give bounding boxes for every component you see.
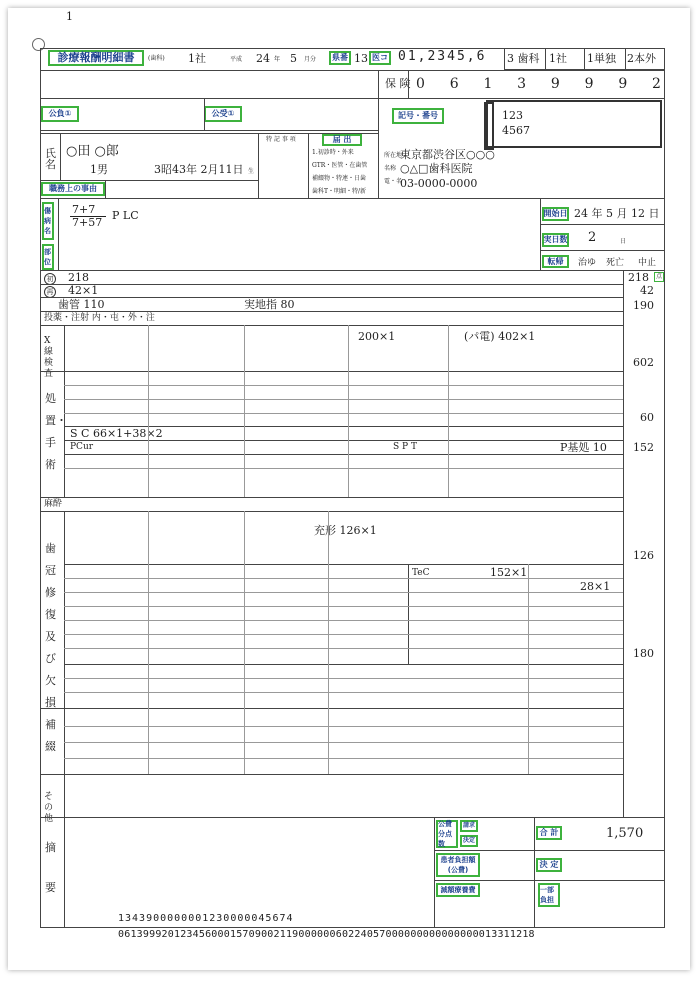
treatment-label: 処置・手術 bbox=[45, 392, 67, 471]
type-cell-1: 3 歯科 bbox=[507, 52, 540, 65]
decision-tag: 決 定 bbox=[536, 858, 562, 872]
duty-reason-tag: 職務上の事由 bbox=[41, 182, 105, 196]
insurer-digit: 1 bbox=[483, 76, 493, 92]
clinic-name-label: 名称 bbox=[384, 165, 397, 172]
decide-small-tag: 決定 bbox=[460, 835, 478, 847]
clinic-legend-4: 歯科T・明細・特/新 bbox=[312, 188, 367, 195]
clinic-location-label: 所在地 bbox=[384, 152, 403, 159]
other-label: その他 bbox=[44, 792, 54, 824]
doc-number: 1 bbox=[66, 10, 73, 23]
points-crown: 126 bbox=[633, 549, 654, 562]
patient-pay-tag: 患者負担額(公費) bbox=[436, 853, 480, 877]
spt-label: S P T bbox=[393, 442, 417, 452]
type-cell-2: 1社 bbox=[549, 52, 567, 65]
medication-row: 投薬・注射 内・屯・外・注 bbox=[44, 313, 155, 323]
tec-label: TeC bbox=[412, 568, 430, 578]
pcur-label: PCur bbox=[70, 442, 94, 452]
month-unit: 月分 bbox=[304, 56, 317, 63]
insurance-label: 保 険 bbox=[385, 77, 411, 90]
tooth-formula-bottom: 7+57 bbox=[72, 216, 103, 229]
patient-sex: 1男 bbox=[90, 163, 108, 176]
outcome-death: 死亡 bbox=[606, 258, 625, 268]
revisit-icon: 再 bbox=[44, 286, 56, 298]
symbol-number-tag: 記号・番号 bbox=[392, 108, 444, 124]
first-visit-icon: 初 bbox=[44, 273, 56, 285]
receipt-form bbox=[8, 8, 690, 970]
kohi-recv1-tag: 公受① bbox=[204, 106, 242, 122]
insurer-digit: 3 bbox=[517, 76, 527, 92]
clinic-location: 東京都渋谷区○○○ bbox=[400, 148, 495, 161]
symbol-value: 123 bbox=[502, 109, 523, 122]
insurer-digit: 6 bbox=[449, 76, 459, 92]
insurer-number bbox=[416, 76, 661, 92]
birth-suffix: 生 bbox=[248, 168, 255, 175]
inst-code: 01,2345,6 bbox=[398, 49, 487, 64]
points-prosthesis: 180 bbox=[633, 647, 654, 660]
points-revisit: 42 bbox=[640, 284, 654, 297]
clinic-name: ○△□歯科医院 bbox=[400, 162, 473, 175]
start-date-tag: 開始日 bbox=[542, 207, 569, 221]
type-cell-4: 2本外 bbox=[627, 52, 656, 65]
patient-birth: 3昭43年 2月11日 bbox=[154, 163, 244, 176]
transfer-tag: 転帰 bbox=[542, 255, 569, 268]
outcome-stop: 中止 bbox=[638, 258, 657, 268]
address-tag: 届 出 bbox=[322, 134, 362, 146]
tooth-formula-top: 7+7 bbox=[72, 203, 96, 216]
points-treatment: 60 bbox=[640, 411, 654, 424]
kohi1-tag: 公負① bbox=[41, 106, 79, 122]
total-tag: 合 計 bbox=[536, 826, 562, 840]
restoration-label: 歯冠修復及び欠損補綴 bbox=[45, 542, 56, 753]
bottom-code-2: 0613999201234560001570900211900000060224057000000000000000013311218 bbox=[118, 929, 535, 940]
partial-pay-tag: 一部負担 bbox=[538, 883, 560, 907]
claim-month: 5 bbox=[290, 52, 297, 65]
unit-point-tag: 点 bbox=[656, 273, 663, 280]
clinic-legend-3: 補綴物・特連・日歯 bbox=[312, 175, 367, 182]
actual-days: 2 bbox=[588, 230, 597, 245]
form-title-sub: (歯科) bbox=[148, 55, 165, 62]
points-guidance: 190 bbox=[633, 299, 654, 312]
clinic-legend-2: GTR・医管・在歯管 bbox=[312, 162, 368, 169]
site-tag: 部位 bbox=[42, 244, 54, 270]
total-points: 1,570 bbox=[606, 826, 644, 841]
inst-tag: 医コ bbox=[369, 51, 391, 65]
practice-guidance: 実地指 80 bbox=[244, 298, 295, 311]
clinic-tel-label: 電・名 bbox=[384, 178, 403, 185]
points-xray: 602 bbox=[633, 356, 654, 369]
first-visit-points: 218 bbox=[68, 271, 89, 284]
remarks-label: 摘要 bbox=[45, 841, 56, 894]
xray-value: 200×1 bbox=[358, 330, 396, 343]
patient-name: ○田 ○郎 bbox=[66, 144, 119, 159]
sc-row: S C 66×1+38×2 bbox=[70, 427, 163, 440]
insurer-count: 1社 bbox=[188, 52, 206, 65]
xray-label: X線検査 bbox=[44, 336, 54, 379]
bottom-code-1: 1343900000001230000045674 bbox=[118, 913, 294, 924]
points-surgery: 152 bbox=[633, 441, 654, 454]
era-label: 平成 bbox=[230, 56, 243, 63]
type-cell-3: 1単独 bbox=[587, 52, 616, 65]
clinic-tel: 03-0000-0000 bbox=[400, 177, 478, 190]
injury-name-tag: 傷病名 bbox=[42, 202, 54, 240]
year-unit: 年 bbox=[274, 56, 281, 63]
name-label: 氏名 bbox=[45, 147, 56, 171]
insurer-digit: 0 bbox=[416, 76, 425, 92]
disease-name: P LC bbox=[112, 209, 139, 222]
kohi-points-tag: 公費分点数 bbox=[436, 820, 458, 848]
filling-value: 充形 126×1 bbox=[314, 524, 377, 537]
days-tag: 実日数 bbox=[542, 233, 569, 247]
xray-extra: (パ電) 402×1 bbox=[464, 330, 536, 343]
request-tag: 請求 bbox=[460, 820, 478, 832]
guidance-points: 歯管 110 bbox=[58, 298, 105, 311]
form-title: 診療報酬明細書 bbox=[48, 50, 144, 66]
crown-value: 28×1 bbox=[580, 580, 611, 593]
insurer-digit: 9 bbox=[550, 76, 560, 92]
claim-year: 24 bbox=[256, 52, 270, 65]
insurer-digit: 2 bbox=[652, 76, 661, 92]
p-basic: P基処 10 bbox=[560, 441, 607, 454]
outcome-cure: 治ゆ bbox=[578, 258, 597, 268]
anesthesia-label: 麻酔 bbox=[44, 499, 63, 509]
clinic-legend-1: 1.初診時・外来 bbox=[312, 149, 354, 156]
special-label: 特 記 事 項 bbox=[266, 136, 296, 143]
tec-value: 152×1 bbox=[490, 566, 528, 579]
pref-number: 13 bbox=[354, 52, 368, 65]
points-first-visit: 218 bbox=[628, 271, 649, 284]
pref-tag: 県番 bbox=[329, 51, 351, 65]
insurer-digit: 9 bbox=[618, 76, 628, 92]
number-value: 4567 bbox=[502, 124, 530, 137]
reduction-tag: 減額療養費 bbox=[436, 883, 480, 897]
days-unit: 日 bbox=[620, 238, 627, 245]
insurer-digit: 9 bbox=[584, 76, 594, 92]
start-date: 24 年 5 月 12 日 bbox=[574, 207, 660, 220]
revisit-points: 42×1 bbox=[68, 284, 99, 297]
